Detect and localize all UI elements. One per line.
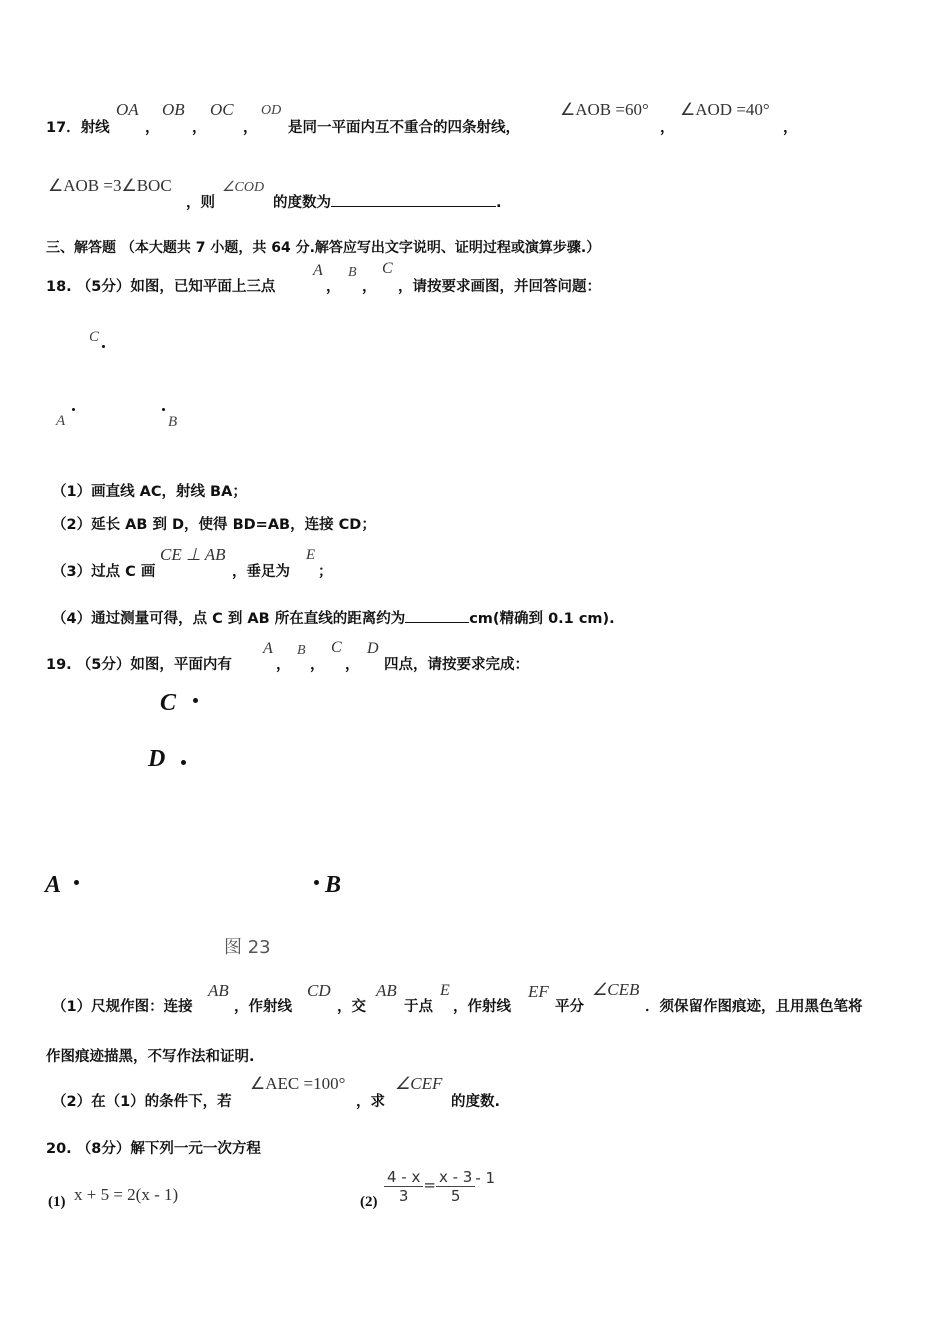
point-a — [74, 880, 79, 885]
q19-tail: 四点，请按要求完成： — [384, 657, 529, 673]
angle-aod-40: ∠AOD =40° — [680, 100, 770, 119]
fraction-rhs — [436, 1168, 475, 1205]
point-a — [72, 408, 75, 411]
comma: ， — [192, 120, 207, 136]
q19-item-2-mid: ，求 — [356, 1094, 385, 1110]
question-number: 19. — [46, 657, 72, 673]
comma: ， — [345, 657, 360, 673]
angle-cod: ∠COD — [222, 180, 265, 195]
q18-lead: 如图，已知平面上三点 — [130, 279, 276, 295]
math-ab: AB — [376, 981, 397, 1000]
point-d — [181, 760, 186, 765]
minus-one: - 1 — [475, 1168, 496, 1187]
point-c-label: C — [331, 639, 342, 656]
point-e-label: E — [306, 547, 316, 563]
q19-item-1-p5: ，作射线 — [453, 999, 511, 1015]
q17-number-lead — [46, 116, 110, 137]
math-ab: AB — [208, 981, 229, 1000]
figure-label-a: A — [56, 413, 66, 429]
question-number: 18. — [46, 279, 72, 295]
q19-item-1-p1: （1）尺规作图：连接 — [52, 999, 193, 1015]
question-number: 17． — [46, 120, 81, 136]
ray-oa: OA — [116, 100, 139, 119]
figure-caption: 图 23 — [224, 937, 271, 958]
q17-desc: 是同一平面内互不重合的四条射线， — [288, 120, 520, 136]
q18-item-4-prefix: （4）通过测量可得，点 C 到 AB 所在直线的距离约为 — [52, 611, 406, 627]
comma: ， — [326, 279, 341, 295]
comma: ， — [783, 120, 798, 136]
numerator: x - 3 — [436, 1168, 475, 1187]
figure-label-b: B — [168, 414, 178, 430]
q19-item-1-p2: ，作射线 — [234, 999, 292, 1015]
score: （5分） — [76, 279, 131, 295]
q17-ask-text: 的度数为 — [273, 195, 331, 211]
math-cd: CD — [307, 981, 331, 1000]
point-a-label: A — [313, 262, 323, 279]
comma: ， — [362, 279, 377, 295]
ray-od: OD — [261, 103, 282, 118]
figure-label-a: A — [45, 872, 62, 898]
q20-lead: 解下列一元一次方程 — [130, 1141, 261, 1157]
q17-ask — [273, 191, 502, 212]
q19-item-1-p3: ，交 — [337, 999, 366, 1015]
q19-header — [46, 653, 232, 674]
q18-item-3-mid: ，垂足为 — [232, 564, 290, 580]
q18-item-4-suffix: cm(精确到 0.1 cm). — [469, 611, 615, 627]
comma: ， — [276, 657, 291, 673]
point-b-label: B — [297, 643, 306, 658]
section-heading: 三、解答题 （本大题共 7 小题，共 64 分.解答应写出文字说明、证明过程或演算步骤.） — [46, 240, 601, 256]
eq2-label: (2) — [360, 1194, 378, 1210]
figure-label-b: B — [325, 872, 342, 898]
angle-aob-3boc: ∠AOB =3∠BOC — [48, 176, 172, 195]
q18-item-2: （2）延长 AB 到 D，使得 BD=AB，连接 CD； — [52, 517, 376, 533]
math-ef: EF — [528, 982, 549, 1001]
comma: ， — [243, 120, 258, 136]
comma: ， — [660, 120, 675, 136]
q17-then: ，则 — [186, 195, 215, 211]
point-c — [193, 698, 198, 703]
semicolon: ； — [318, 564, 333, 580]
angle-aec-100: ∠AEC =100° — [250, 1074, 346, 1093]
q19-item-1-line2: 作图痕迹描黑，不写作法和证明. — [46, 1049, 255, 1065]
q17-lead: 射线 — [80, 120, 110, 136]
eq1-label: (1) — [48, 1194, 66, 1210]
ray-ob: OB — [162, 100, 185, 119]
point-a-label: A — [263, 640, 273, 657]
ray-oc: OC — [210, 100, 234, 119]
question-number: 20. — [46, 1141, 72, 1157]
ce-perp-ab: CE ⊥ AB — [160, 545, 226, 564]
angle-ceb: ∠CEB — [592, 980, 640, 999]
distance-answer-blank[interactable] — [405, 621, 469, 623]
q19-item-1-p4: 于点 — [404, 999, 433, 1015]
q19-item-2-prefix: （2）在（1）的条件下，若 — [52, 1094, 232, 1110]
math-e: E — [440, 982, 450, 999]
comma: ， — [310, 657, 325, 673]
answer-blank[interactable] — [331, 205, 496, 207]
angle-cef: ∠CEF — [395, 1074, 443, 1093]
point-d-label: D — [367, 640, 379, 657]
numerator: 4 - x — [384, 1168, 423, 1187]
q18-tail: ，请按要求画图，并回答问题： — [398, 279, 601, 295]
score: （8分） — [76, 1141, 131, 1157]
score: （5分） — [76, 657, 131, 673]
point-c — [102, 345, 105, 348]
q19-item-1-p6: 平分 — [555, 999, 584, 1015]
period: . — [496, 195, 502, 211]
equals-sign: = — [423, 1176, 436, 1195]
figure-label-d: D — [148, 746, 166, 772]
q18-item-1: （1）画直线 AC，射线 BA； — [52, 484, 247, 500]
q18-header — [46, 275, 275, 296]
point-b-label: B — [348, 265, 357, 280]
angle-aob-60: ∠AOB =60° — [560, 100, 649, 119]
q20-header — [46, 1137, 261, 1158]
q19-item-2-end: 的度数. — [451, 1094, 501, 1110]
q18-item-4 — [52, 607, 615, 628]
point-b — [314, 880, 319, 885]
equation-1: x + 5 = 2(x - 1) — [74, 1185, 179, 1204]
denominator: 3 — [398, 1187, 409, 1205]
figure-label-c: C — [160, 690, 177, 716]
q19-lead: 如图，平面内有 — [130, 657, 232, 673]
denominator: 5 — [450, 1187, 461, 1205]
q19-item-1-p7: ．须保留作图痕迹，且用黑色笔将 — [645, 999, 863, 1015]
comma: ， — [145, 120, 160, 136]
equation-2 — [384, 1168, 495, 1205]
point-c-label: C — [382, 260, 393, 277]
q18-item-3-prefix: （3）过点 C 画 — [52, 564, 156, 580]
point-b — [162, 408, 165, 411]
fraction-lhs — [384, 1168, 423, 1205]
figure-label-c: C — [89, 329, 100, 345]
